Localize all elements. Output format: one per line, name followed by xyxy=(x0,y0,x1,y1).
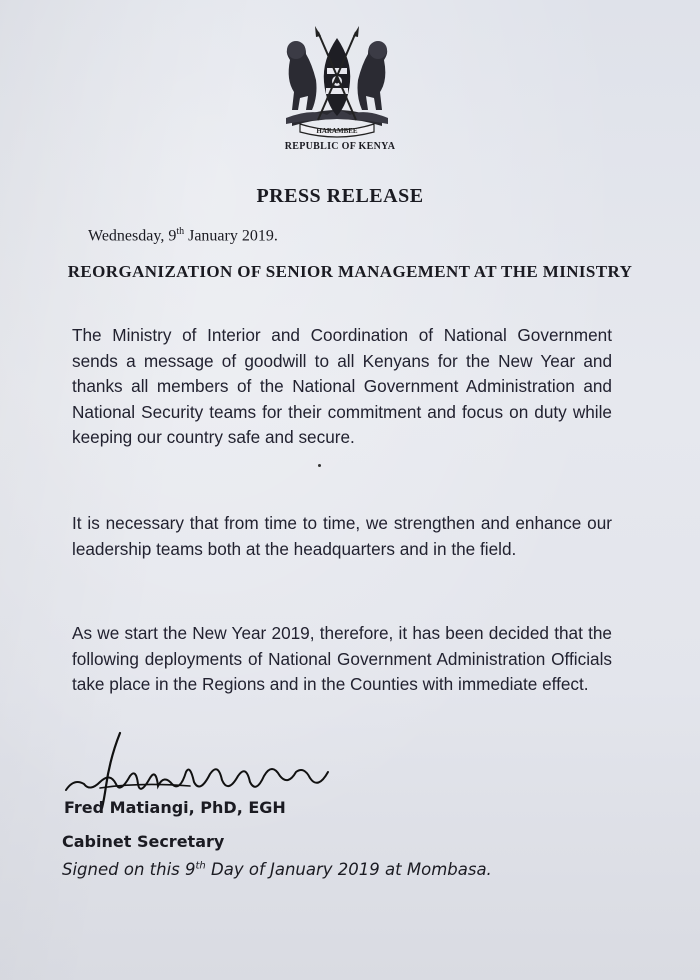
press-release-heading: PRESS RELEASE xyxy=(256,185,424,207)
date-prefix: Wednesday, 9 xyxy=(88,227,177,245)
paragraph-2: It is necessary that from time to time, we strengthen and enhance our leadership teams both at the headquarters and in the field. xyxy=(72,513,612,559)
release-date xyxy=(88,226,278,245)
stray-mark xyxy=(318,464,321,467)
signatory-title: Cabinet Secretary xyxy=(62,832,225,851)
date-suffix-ordinal: th xyxy=(176,226,185,237)
signed-suffix: Day of January 2019 at Mombasa. xyxy=(205,860,492,879)
document-title: REORGANIZATION OF SENIOR MANAGEMENT AT THE MINISTRY xyxy=(67,262,633,281)
signatory-name: Fred Matiangi, PhD, EGH xyxy=(64,798,286,817)
paragraph-3: As we start the New Year 2019, therefore, it has been decided that the following deployments of National Government Administration Officials take place in the Regions and in the Counties with immediate effect. xyxy=(72,623,612,694)
signed-prefix: Signed on this 9 xyxy=(62,860,196,879)
kenya-coat-of-arms-icon xyxy=(272,20,402,138)
paragraph-1: The Ministry of Interior and Coordination of National Government sends a message of goodwill to all Kenyans for the New Year and thanks all members of the National Government Administration and National Security teams for their commitment and focus on duty while keeping our country safe and secure. xyxy=(72,325,612,447)
republic-of-kenya-label: REPUBLIC OF KENYA xyxy=(284,141,396,152)
signed-statement xyxy=(62,860,492,879)
date-month-year: January 2019. xyxy=(184,227,278,245)
svg-text:HARAMBEE: HARAMBEE xyxy=(316,127,358,135)
signed-ordinal: th xyxy=(195,860,206,872)
